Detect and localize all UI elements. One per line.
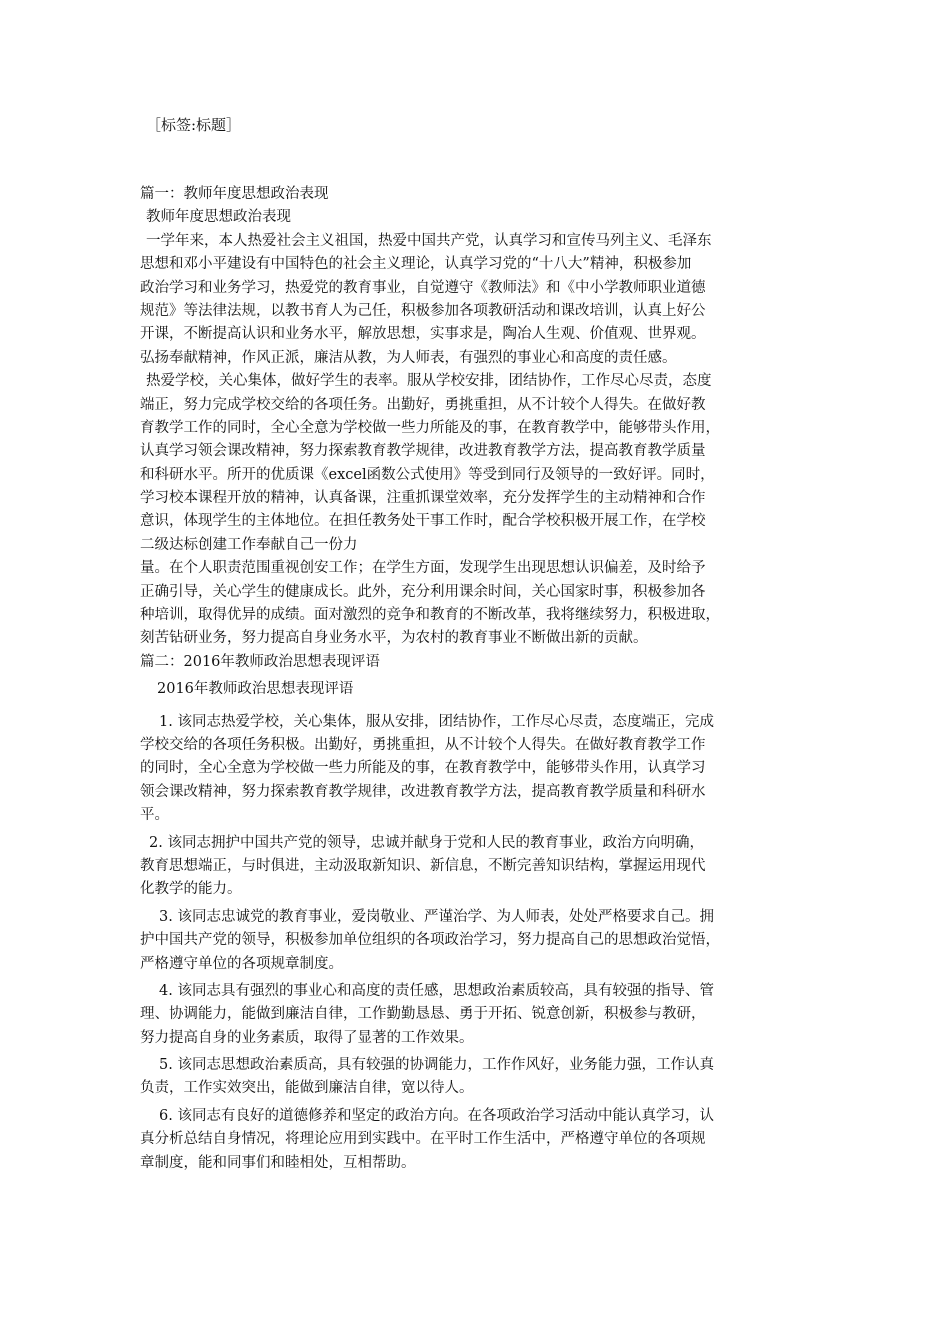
- list-item-line: 化教学的能力。: [140, 881, 242, 898]
- paragraph-line: 二级达标创建工作奉献自己一份力: [140, 536, 358, 553]
- list-item-line: 的同时，全心全意为学校做一些力所能及的事，在教育教学中，能够带头作用，认真学习: [140, 760, 706, 777]
- section2-heading: 篇二：2016年教师政治思想表现评语: [140, 653, 380, 670]
- list-item: [140, 832, 840, 902]
- paragraph-line: 和科研水平。所开的优质课《excel函数公式使用》等受到同行及领导的一致好评。同时，: [140, 466, 715, 483]
- document-tag: ［标签:标题］: [146, 116, 242, 134]
- paragraph-line: 端正，努力完成学校交给的各项任务。出勤好，勇挑重担，从不计较个人得失。在做好教: [140, 396, 706, 413]
- list-item-line: 5. 该同志思想政治素质高，具有较强的协调能力，工作作风好，业务能力强，工作认真: [159, 1057, 714, 1074]
- list-item: [140, 1054, 840, 1101]
- paragraph-line: 思想和邓小平建设有中国特色的社会主义理论，认真学习党的“十八大”精神，积极参加: [140, 256, 692, 273]
- list-item: [140, 1105, 840, 1175]
- document-body: [140, 183, 840, 1175]
- list-item-line: 领会课改精神，努力探索教育教学规律，改进教育教学方法，提高教育教学质量和科研水: [140, 783, 706, 800]
- list-item-line: 负责，工作实效突出，能做到廉洁自律，宽以待人。: [140, 1080, 474, 1097]
- paragraph-line: 种培训，取得优异的成绩。面对激烈的竞争和教育的不断改革，我将继续努力，积极进取，: [140, 607, 720, 624]
- paragraph-line: 育教学工作的同时，全心全意为学校做一些力所能及的事，在教育教学中，能够带头作用，: [140, 419, 720, 436]
- list-item-line: 6. 该同志有良好的道德修养和坚定的政治方向。在各项政治学习活动中能认真学习，认: [159, 1107, 714, 1124]
- section2-subheading: 2016年教师政治思想表现评语: [157, 681, 354, 698]
- paragraph-line: 开课，不断提高认识和业务水平，解放思想，实事求是，陶冶人生观、价值观、世界观。: [140, 326, 706, 343]
- section1-heading: 篇一：教师年度思想政治表现: [140, 186, 329, 202]
- list-item: [140, 711, 840, 828]
- paragraph-line: 一学年来，本人热爱社会主义祖国，热爱中国共产党，认真学习和宣传马列主义、毛泽东: [146, 232, 712, 249]
- list-item-line: 学校交给的各项任务积极。出勤好，勇挑重担，从不计较个人得失。在做好教育教学工作: [140, 736, 706, 753]
- list-item-line: 章制度，能和同事们和睦相处，互相帮助。: [140, 1154, 416, 1171]
- list-item-line: 努力提高自身的业务素质，取得了显著的工作效果。: [140, 1029, 474, 1046]
- list-item-line: 严格遵守单位的各项规章制度。: [140, 955, 343, 972]
- list-item-line: 3. 该同志忠诚党的教育事业，爱岗敬业、严谨治学、为人师表，处处严格要求自己。拥: [159, 908, 714, 925]
- paragraph-line: 学习校本课程开放的精神，认真备课，注重抓课堂效率，充分发挥学生的主动精神和合作: [140, 490, 706, 507]
- list-item-line: 理、协调能力，能做到廉洁自律，工作勤勤恳恳、勇于开拓、锐意创新，积极参与教研，: [140, 1006, 706, 1023]
- paragraph-line: 政治学习和业务学习，热爱党的教育事业，自觉遵守《教师法》和《中小学教师职业道德: [140, 279, 706, 296]
- list-item-line: 教育思想端正，与时俱进，主动汲取新知识、新信息，不断完善知识结构，掌握运用现代: [140, 857, 706, 874]
- list-item-line: 2. 该同志拥护中国共产党的领导，忠诚并献身于党和人民的教育事业，政治方向明确，: [149, 834, 704, 851]
- paragraph-line: 刻苦钻研业务，努力提高自身业务水平，为农村的教育事业不断做出新的贡献。: [140, 630, 648, 647]
- paragraph-line: 热爱学校，关心集体，做好学生的表率。服从学校安排，团结协作，工作尽心尽责，态度: [146, 373, 712, 390]
- paragraph-line: 意识，体现学生的主体地位。在担任教务处干事工作时，配合学校积极开展工作，在学校: [140, 513, 706, 530]
- paragraph-line: 规范》等法律法规，以教书育人为己任，积极参加各项教研活动和课改培训，认真上好公: [140, 302, 706, 319]
- paragraph-line: 正确引导，关心学生的健康成长。此外，充分利用课余时间，关心国家时事，积极参加各: [140, 583, 706, 600]
- paragraph-line: 弘扬奉献精神，作风正派，廉洁从教，为人师表，有强烈的事业心和高度的责任感。: [140, 349, 677, 366]
- list-item-line: 平。: [140, 807, 169, 824]
- list-item-line: 真分析总结自身情况，将理论应用到实践中。在平时工作生活中，严格遵守单位的各项规: [140, 1131, 706, 1148]
- section1-subheading: 教师年度思想政治表现: [146, 209, 291, 226]
- list-item-line: 4. 该同志具有强烈的事业心和高度的责任感，思想政治素质较高，具有较强的指导、管: [159, 982, 714, 999]
- paragraph-line: 量。在个人职责范围重视创安工作；在学生方面，发现学生出现思想认识偏差，及时给予: [140, 560, 706, 577]
- list-item: [140, 906, 840, 976]
- list-item-line: 1. 该同志热爱学校，关心集体，服从安排，团结协作，工作尽心尽责，态度端正，完成: [159, 713, 714, 730]
- list-item: [140, 980, 840, 1050]
- list-item-line: 护中国共产党的领导，积极参加单位组织的各项政治学习，努力提高自己的思想政治觉悟，: [140, 932, 720, 949]
- paragraph-line: 认真学习领会课改精神，努力探索教育教学规律，改进教育教学方法，提高教育教学质量: [140, 443, 706, 460]
